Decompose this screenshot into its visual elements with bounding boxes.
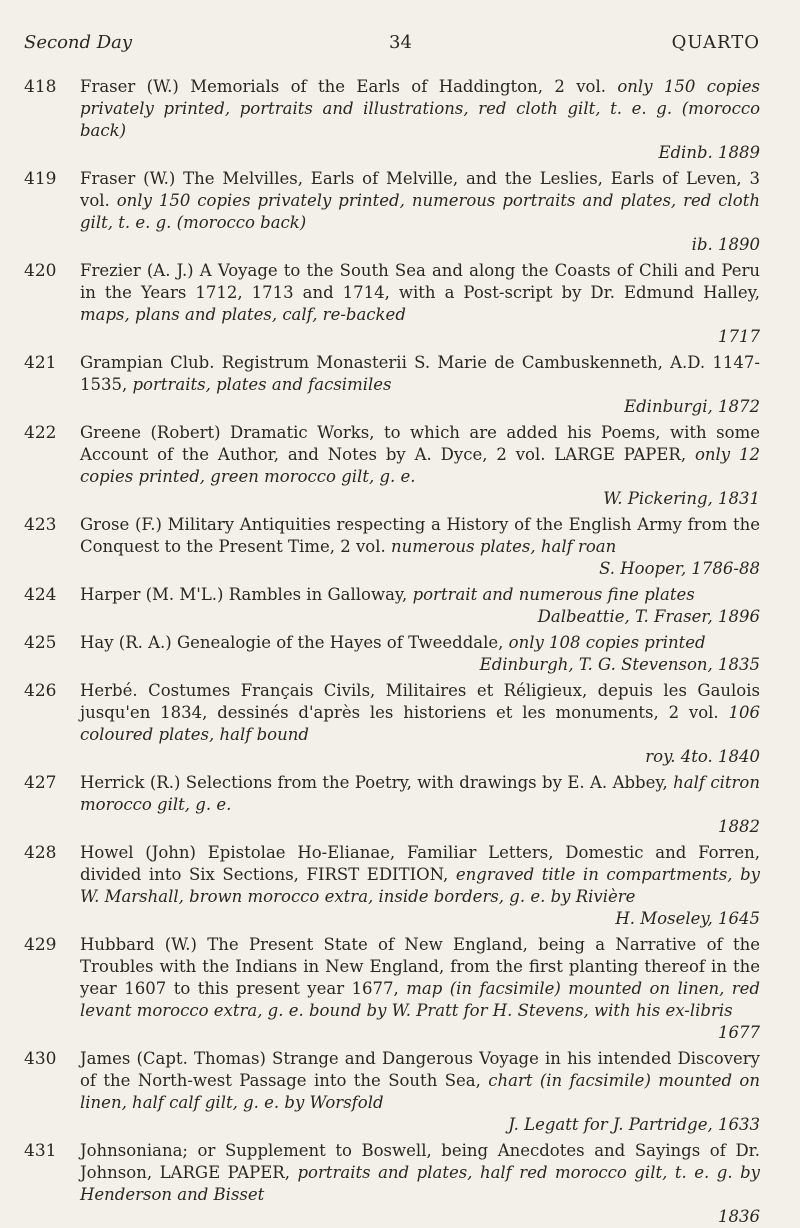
catalogue-entry	[24, 514, 760, 580]
entry-title: Herrick (R.) Selections from the Poetry, with drawings by E. A. Abbey,	[80, 773, 668, 792]
entry-body	[80, 1140, 760, 1228]
entry-imprint: 1836	[718, 1207, 760, 1226]
entry-title: Harper (M. M'L.) Rambles in Galloway,	[80, 585, 408, 604]
entry-title: Hubbard (W.) The Present State of New England, being a Narrative of the Troubles with the Indians in New England, from the first planting thereof in the year 1607 to this present year 1677,	[80, 935, 760, 998]
lot-number: 429	[24, 935, 57, 955]
entry-body	[80, 772, 760, 838]
lot-number: 418	[24, 77, 57, 97]
entry-body	[80, 1048, 760, 1136]
lot-number: 422	[24, 423, 57, 443]
entry-description: map (in facsimile) mounted on linen, red levant morocco extra, g. e. bound by W. Pratt for H. Stevens, with his ex-libris	[80, 979, 760, 1020]
entry-body	[80, 76, 760, 164]
lot-number: 423	[24, 515, 57, 535]
entry-body	[80, 352, 760, 418]
catalogue-entry	[24, 260, 760, 348]
entry-imprint: ib. 1890	[691, 235, 760, 254]
catalogue-entry	[24, 168, 760, 256]
lot-number: 428	[24, 843, 57, 863]
entry-title: Fraser (W.) The Melvilles, Earls of Melville, and the Leslies, Earls of Leven, 3 vol.	[80, 169, 760, 210]
catalogue-entry	[24, 584, 760, 628]
entry-title: Hay (R. A.) Genealogie of the Hayes of Tweeddale,	[80, 633, 504, 652]
entry-description: only 12 copies printed, green morocco gilt, g. e.	[80, 445, 761, 486]
catalogue-entries	[24, 76, 760, 1228]
catalogue-entry	[24, 352, 760, 418]
entry-description: portraits, plates and facsimiles	[132, 375, 392, 394]
entry-imprint: roy. 4to. 1840	[645, 747, 760, 766]
entry-description: chart (in facsimile) mounted on linen, half calf gilt, g. e. by Worsfold	[80, 1071, 760, 1112]
entry-description: half citron morocco gilt, g. e.	[80, 773, 760, 814]
entry-imprint: S. Hooper, 1786-88	[599, 559, 760, 578]
catalogue-entry	[24, 680, 760, 768]
entry-imprint: Edinburgi, 1872	[624, 397, 760, 416]
running-head-format: QUARTO	[671, 32, 760, 53]
catalogue-entry	[24, 1140, 760, 1228]
running-head-day: Second Day	[24, 32, 133, 53]
catalogue-entry	[24, 76, 760, 164]
entry-imprint: 1677	[718, 1023, 760, 1042]
entry-title: Fraser (W.) Memorials of the Earls of Haddington, 2 vol.	[80, 77, 606, 96]
catalogue-entry	[24, 842, 760, 930]
catalogue-entry	[24, 632, 760, 676]
entry-description: portraits and plates, half red morocco gilt, t. e. g. by Henderson and Bisset	[80, 1163, 760, 1204]
entry-body	[80, 584, 760, 628]
entry-imprint: Edinburgh, T. G. Stevenson, 1835	[479, 655, 760, 674]
page-number: 34	[389, 32, 412, 53]
entry-title: Grose (F.) Military Antiquities respecting a History of the English Army from the Conquest to the Present Time, 2 vol.	[80, 515, 760, 556]
lot-number: 431	[24, 1141, 57, 1161]
entry-description: only 150 copies privately printed, numerous portraits and plates, red cloth gilt, t. e. g. (morocco back)	[80, 191, 760, 232]
entry-description: portrait and numerous fine plates	[412, 585, 695, 604]
entry-description: only 108 copies printed	[508, 633, 706, 652]
lot-number: 421	[24, 353, 57, 373]
entry-description: numerous plates, half roan	[391, 537, 617, 556]
catalogue-entry	[24, 772, 760, 838]
catalogue-entry	[24, 1048, 760, 1136]
entry-title: Greene (Robert) Dramatic Works, to which are added his Poems, with some Account of the Author, and Notes by A. Dyce, 2 vol. LARGE PAPER,	[80, 423, 760, 464]
entry-body	[80, 934, 760, 1044]
entry-title: Frezier (A. J.) A Voyage to the South Sea and along the Coasts of Chili and Peru in the Years 1712, 1713 and 1714, with a Post-script by Dr. Edmund Halley,	[80, 261, 760, 302]
lot-number: 420	[24, 261, 57, 281]
entry-description: only 150 copies privately printed, portraits and illustrations, red cloth gilt, t. e. g. (morocco back)	[80, 77, 761, 140]
entry-imprint: W. Pickering, 1831	[603, 489, 760, 508]
entry-description: engraved title in compartments, by W. Marshall, brown morocco extra, inside borders, g. e. by Rivière	[80, 865, 761, 906]
lot-number: 427	[24, 773, 57, 793]
entry-body	[80, 632, 760, 676]
entry-title: Johnsoniana; or Supplement to Boswell, being Anecdotes and Sayings of Dr. Johnson, LARGE PAPER,	[80, 1141, 760, 1182]
entry-title: Grampian Club. Registrum Monasterii S. Marie de Cambuskenneth, A.D. 1147-1535,	[80, 353, 760, 394]
lot-number: 425	[24, 633, 57, 653]
entry-imprint: H. Moseley, 1645	[615, 909, 760, 928]
entry-body	[80, 168, 760, 256]
entry-body	[80, 260, 760, 348]
entry-body	[80, 842, 760, 930]
lot-number: 426	[24, 681, 57, 701]
entry-imprint: J. Legatt for J. Partridge, 1633	[508, 1115, 760, 1134]
entry-body	[80, 680, 760, 768]
entry-body	[80, 514, 760, 580]
running-head	[24, 32, 760, 62]
catalogue-entry	[24, 934, 760, 1044]
entry-body	[80, 422, 760, 510]
lot-number: 419	[24, 169, 57, 189]
lot-number: 430	[24, 1049, 57, 1069]
entry-title: James (Capt. Thomas) Strange and Dangerous Voyage in his intended Discovery of the North-west Passage into the South Sea,	[80, 1049, 760, 1090]
entry-imprint: 1882	[718, 817, 760, 836]
entry-description: maps, plans and plates, calf, re-backed	[80, 305, 406, 324]
entry-title: Howel (John) Epistolae Ho-Elianae, Familiar Letters, Domestic and Forren, divided into Six Sections, FIRST EDITION,	[80, 843, 760, 884]
lot-number: 424	[24, 585, 57, 605]
entry-imprint: Dalbeattie, T. Fraser, 1896	[537, 607, 760, 626]
entry-imprint: Edinb. 1889	[658, 143, 760, 162]
entry-description: 106 coloured plates, half bound	[80, 703, 760, 744]
catalogue-entry	[24, 422, 760, 510]
entry-title: Herbé. Costumes Français Civils, Militaires et Réligieux, depuis les Gaulois jusqu'en 1834, dessinés d'après les historiens et les monuments, 2 vol.	[80, 681, 760, 722]
entry-imprint: 1717	[718, 327, 760, 346]
